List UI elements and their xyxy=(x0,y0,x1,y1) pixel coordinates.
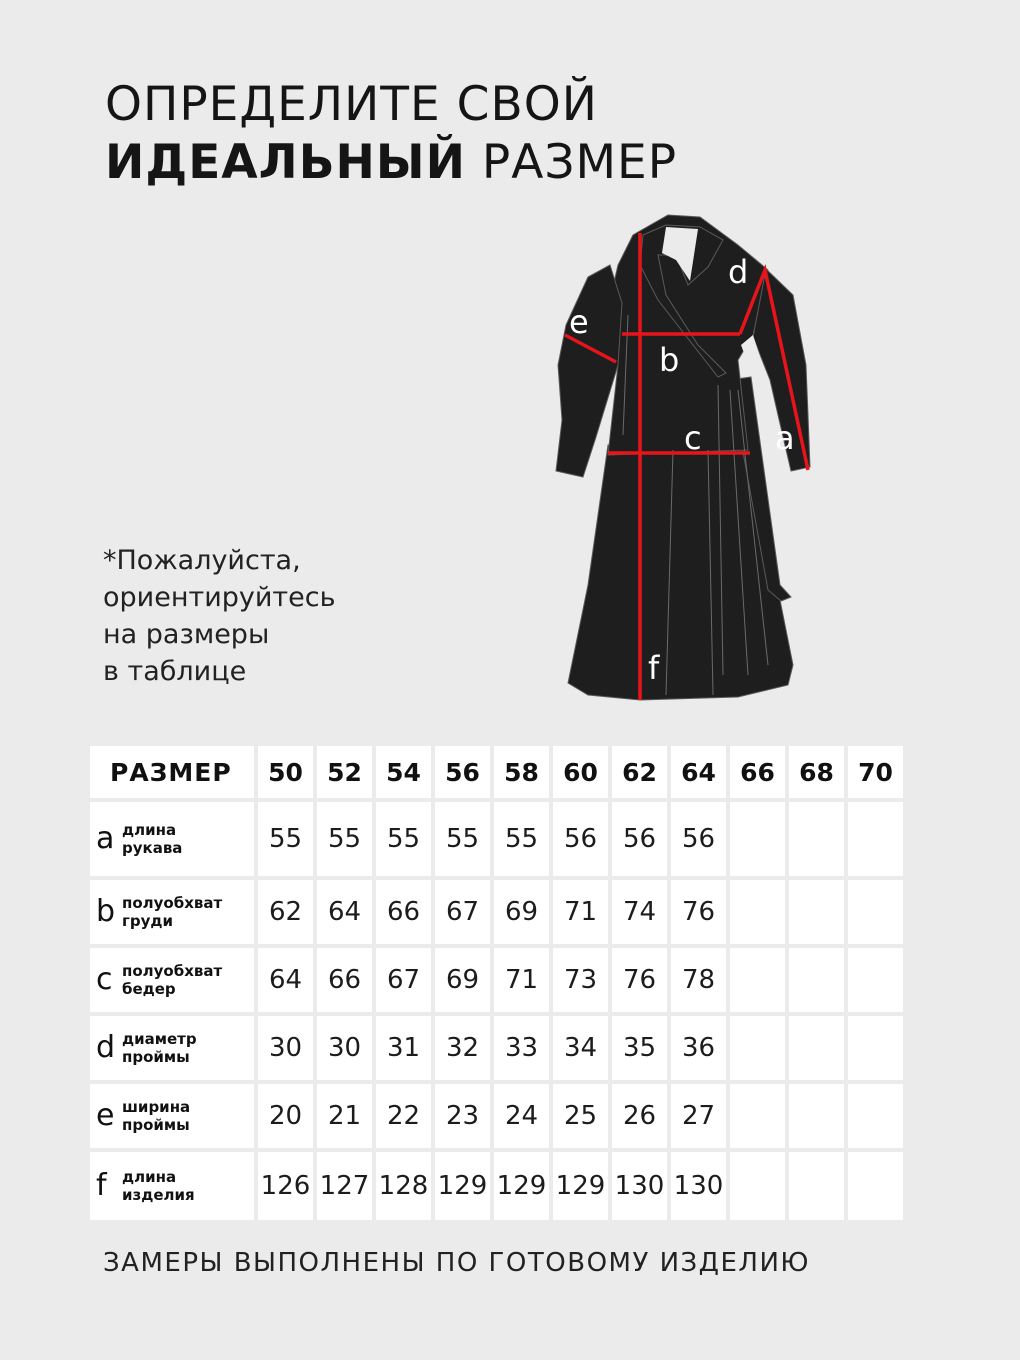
row-letter: d xyxy=(96,1030,116,1065)
row-desc-line-1: ширина xyxy=(122,1098,191,1116)
title-line-1: ОПРЕДЕЛИТЕ СВОЙ xyxy=(105,77,598,132)
table-cell xyxy=(730,880,785,944)
table-cell: 67 xyxy=(435,880,490,944)
row-header xyxy=(90,1152,254,1220)
size-col-header: 52 xyxy=(317,746,372,798)
table-cell: 33 xyxy=(494,1016,549,1080)
table-cell xyxy=(848,948,903,1012)
table-cell: 56 xyxy=(671,802,726,876)
table-cell: 127 xyxy=(317,1152,372,1220)
row-header xyxy=(90,1084,254,1148)
table-cell xyxy=(789,1016,844,1080)
table-cell: 74 xyxy=(612,880,667,944)
row-letter: b xyxy=(96,894,116,929)
row-desc-line-2: рукава xyxy=(122,839,183,857)
row-header xyxy=(90,880,254,944)
table-cell: 67 xyxy=(376,948,431,1012)
size-col-header: 62 xyxy=(612,746,667,798)
table-cell: 35 xyxy=(612,1016,667,1080)
row-desc-line-1: длина xyxy=(122,1168,177,1186)
row-header xyxy=(90,802,254,876)
row-header-content xyxy=(90,1030,254,1066)
table-cell xyxy=(730,1152,785,1220)
size-header-row xyxy=(90,746,903,798)
table-cell xyxy=(730,948,785,1012)
table-cell: 55 xyxy=(494,802,549,876)
garment-illustration xyxy=(548,205,818,705)
row-header-content xyxy=(90,894,254,930)
table-cell: 55 xyxy=(376,802,431,876)
note-line-1: *Пожалуйста, xyxy=(103,545,301,576)
garment-shape xyxy=(556,215,810,700)
table-cell: 25 xyxy=(553,1084,608,1148)
row-desc-line-1: полуобхват xyxy=(122,894,223,912)
size-note xyxy=(103,542,336,690)
table-cell xyxy=(848,1016,903,1080)
table-cell xyxy=(789,880,844,944)
row-letter: c xyxy=(96,962,113,997)
table-row xyxy=(90,802,903,876)
table-cell: 64 xyxy=(317,880,372,944)
note-line-4: в таблице xyxy=(103,656,247,687)
title-bold-word: ИДЕАЛЬНЫЙ xyxy=(105,135,466,190)
note-line-3: на размеры xyxy=(103,619,270,650)
table-cell xyxy=(848,802,903,876)
table-cell: 78 xyxy=(671,948,726,1012)
row-desc-line-2: изделия xyxy=(122,1186,195,1204)
table-cell: 129 xyxy=(494,1152,549,1220)
row-description xyxy=(122,821,182,857)
table-cell: 27 xyxy=(671,1084,726,1148)
table-cell: 66 xyxy=(376,880,431,944)
row-desc-line-2: бедер xyxy=(122,980,176,998)
table-cell xyxy=(730,1084,785,1148)
row-desc-line-2: груди xyxy=(122,912,173,930)
size-table xyxy=(86,742,907,1224)
table-cell: 69 xyxy=(494,880,549,944)
table-cell: 56 xyxy=(553,802,608,876)
table-cell: 128 xyxy=(376,1152,431,1220)
table-cell: 56 xyxy=(612,802,667,876)
measure-label-f: f xyxy=(648,649,660,687)
table-cell xyxy=(730,802,785,876)
row-desc-line-1: диаметр xyxy=(122,1030,197,1048)
table-row xyxy=(90,1152,903,1220)
table-cell: 21 xyxy=(317,1084,372,1148)
table-cell: 20 xyxy=(258,1084,313,1148)
row-description xyxy=(122,1168,195,1204)
table-cell: 26 xyxy=(612,1084,667,1148)
row-header-content xyxy=(90,962,254,998)
table-cell: 30 xyxy=(258,1016,313,1080)
table-cell: 30 xyxy=(317,1016,372,1080)
table-row xyxy=(90,1084,903,1148)
table-cell: 73 xyxy=(553,948,608,1012)
table-cell xyxy=(789,1152,844,1220)
table-cell xyxy=(848,880,903,944)
table-cell: 55 xyxy=(435,802,490,876)
size-header-text: РАЗМЕР xyxy=(110,757,232,787)
row-description xyxy=(122,894,222,930)
row-description xyxy=(122,1030,197,1066)
row-desc-line-2: проймы xyxy=(122,1048,190,1066)
row-description xyxy=(122,1098,190,1134)
measure-label-c: c xyxy=(684,419,702,457)
table-cell: 64 xyxy=(258,948,313,1012)
garment-svg xyxy=(548,205,818,705)
row-header xyxy=(90,948,254,1012)
table-cell: 129 xyxy=(435,1152,490,1220)
table-cell: 71 xyxy=(494,948,549,1012)
table-cell xyxy=(848,1152,903,1220)
row-header-content xyxy=(90,1098,254,1134)
row-header-content xyxy=(90,821,254,857)
table-cell: 22 xyxy=(376,1084,431,1148)
table-cell xyxy=(789,1084,844,1148)
table-row xyxy=(90,880,903,944)
row-letter: a xyxy=(96,821,115,856)
size-col-header: 70 xyxy=(848,746,903,798)
measure-label-e: e xyxy=(569,303,589,341)
row-desc-line-2: проймы xyxy=(122,1116,190,1134)
footer-note: ЗАМЕРЫ ВЫПОЛНЕНЫ ПО ГОТОВОМУ ИЗДЕЛИЮ xyxy=(103,1248,810,1278)
table-cell: 129 xyxy=(553,1152,608,1220)
size-header-label xyxy=(90,746,254,798)
table-cell: 36 xyxy=(671,1016,726,1080)
measure-label-b: b xyxy=(659,341,680,379)
size-col-header: 60 xyxy=(553,746,608,798)
table-cell: 76 xyxy=(612,948,667,1012)
table-cell: 130 xyxy=(612,1152,667,1220)
table-cell: 55 xyxy=(317,802,372,876)
table-cell: 130 xyxy=(671,1152,726,1220)
table-cell: 76 xyxy=(671,880,726,944)
row-letter: e xyxy=(96,1098,115,1133)
table-row xyxy=(90,1016,903,1080)
size-col-header: 68 xyxy=(789,746,844,798)
table-cell xyxy=(848,1084,903,1148)
row-desc-line-1: полуобхват xyxy=(122,962,223,980)
table-cell xyxy=(789,948,844,1012)
table-cell xyxy=(789,802,844,876)
row-desc-line-1: длина xyxy=(122,821,177,839)
table-cell: 69 xyxy=(435,948,490,1012)
size-col-header: 66 xyxy=(730,746,785,798)
table-cell xyxy=(730,1016,785,1080)
row-header xyxy=(90,1016,254,1080)
table-cell: 34 xyxy=(553,1016,608,1080)
size-col-header: 50 xyxy=(258,746,313,798)
size-col-header: 54 xyxy=(376,746,431,798)
measure-label-d: d xyxy=(728,253,749,291)
table-cell: 55 xyxy=(258,802,313,876)
size-col-header: 58 xyxy=(494,746,549,798)
table-cell: 71 xyxy=(553,880,608,944)
title-rest-word: РАЗМЕР xyxy=(481,135,678,190)
note-line-2: ориентируйтесь xyxy=(103,582,336,613)
title-line-2 xyxy=(105,134,677,192)
table-cell: 31 xyxy=(376,1016,431,1080)
row-header-content xyxy=(90,1168,254,1204)
table-cell: 62 xyxy=(258,880,313,944)
table-cell: 66 xyxy=(317,948,372,1012)
table-cell: 23 xyxy=(435,1084,490,1148)
page-title xyxy=(105,76,677,192)
measure-label-a: a xyxy=(775,419,795,457)
table-row xyxy=(90,948,903,1012)
row-description xyxy=(122,962,222,998)
table-cell: 24 xyxy=(494,1084,549,1148)
table-cell: 32 xyxy=(435,1016,490,1080)
size-col-header: 56 xyxy=(435,746,490,798)
size-table-body xyxy=(90,746,903,1220)
size-col-header: 64 xyxy=(671,746,726,798)
row-letter: f xyxy=(96,1168,107,1203)
table-cell: 126 xyxy=(258,1152,313,1220)
